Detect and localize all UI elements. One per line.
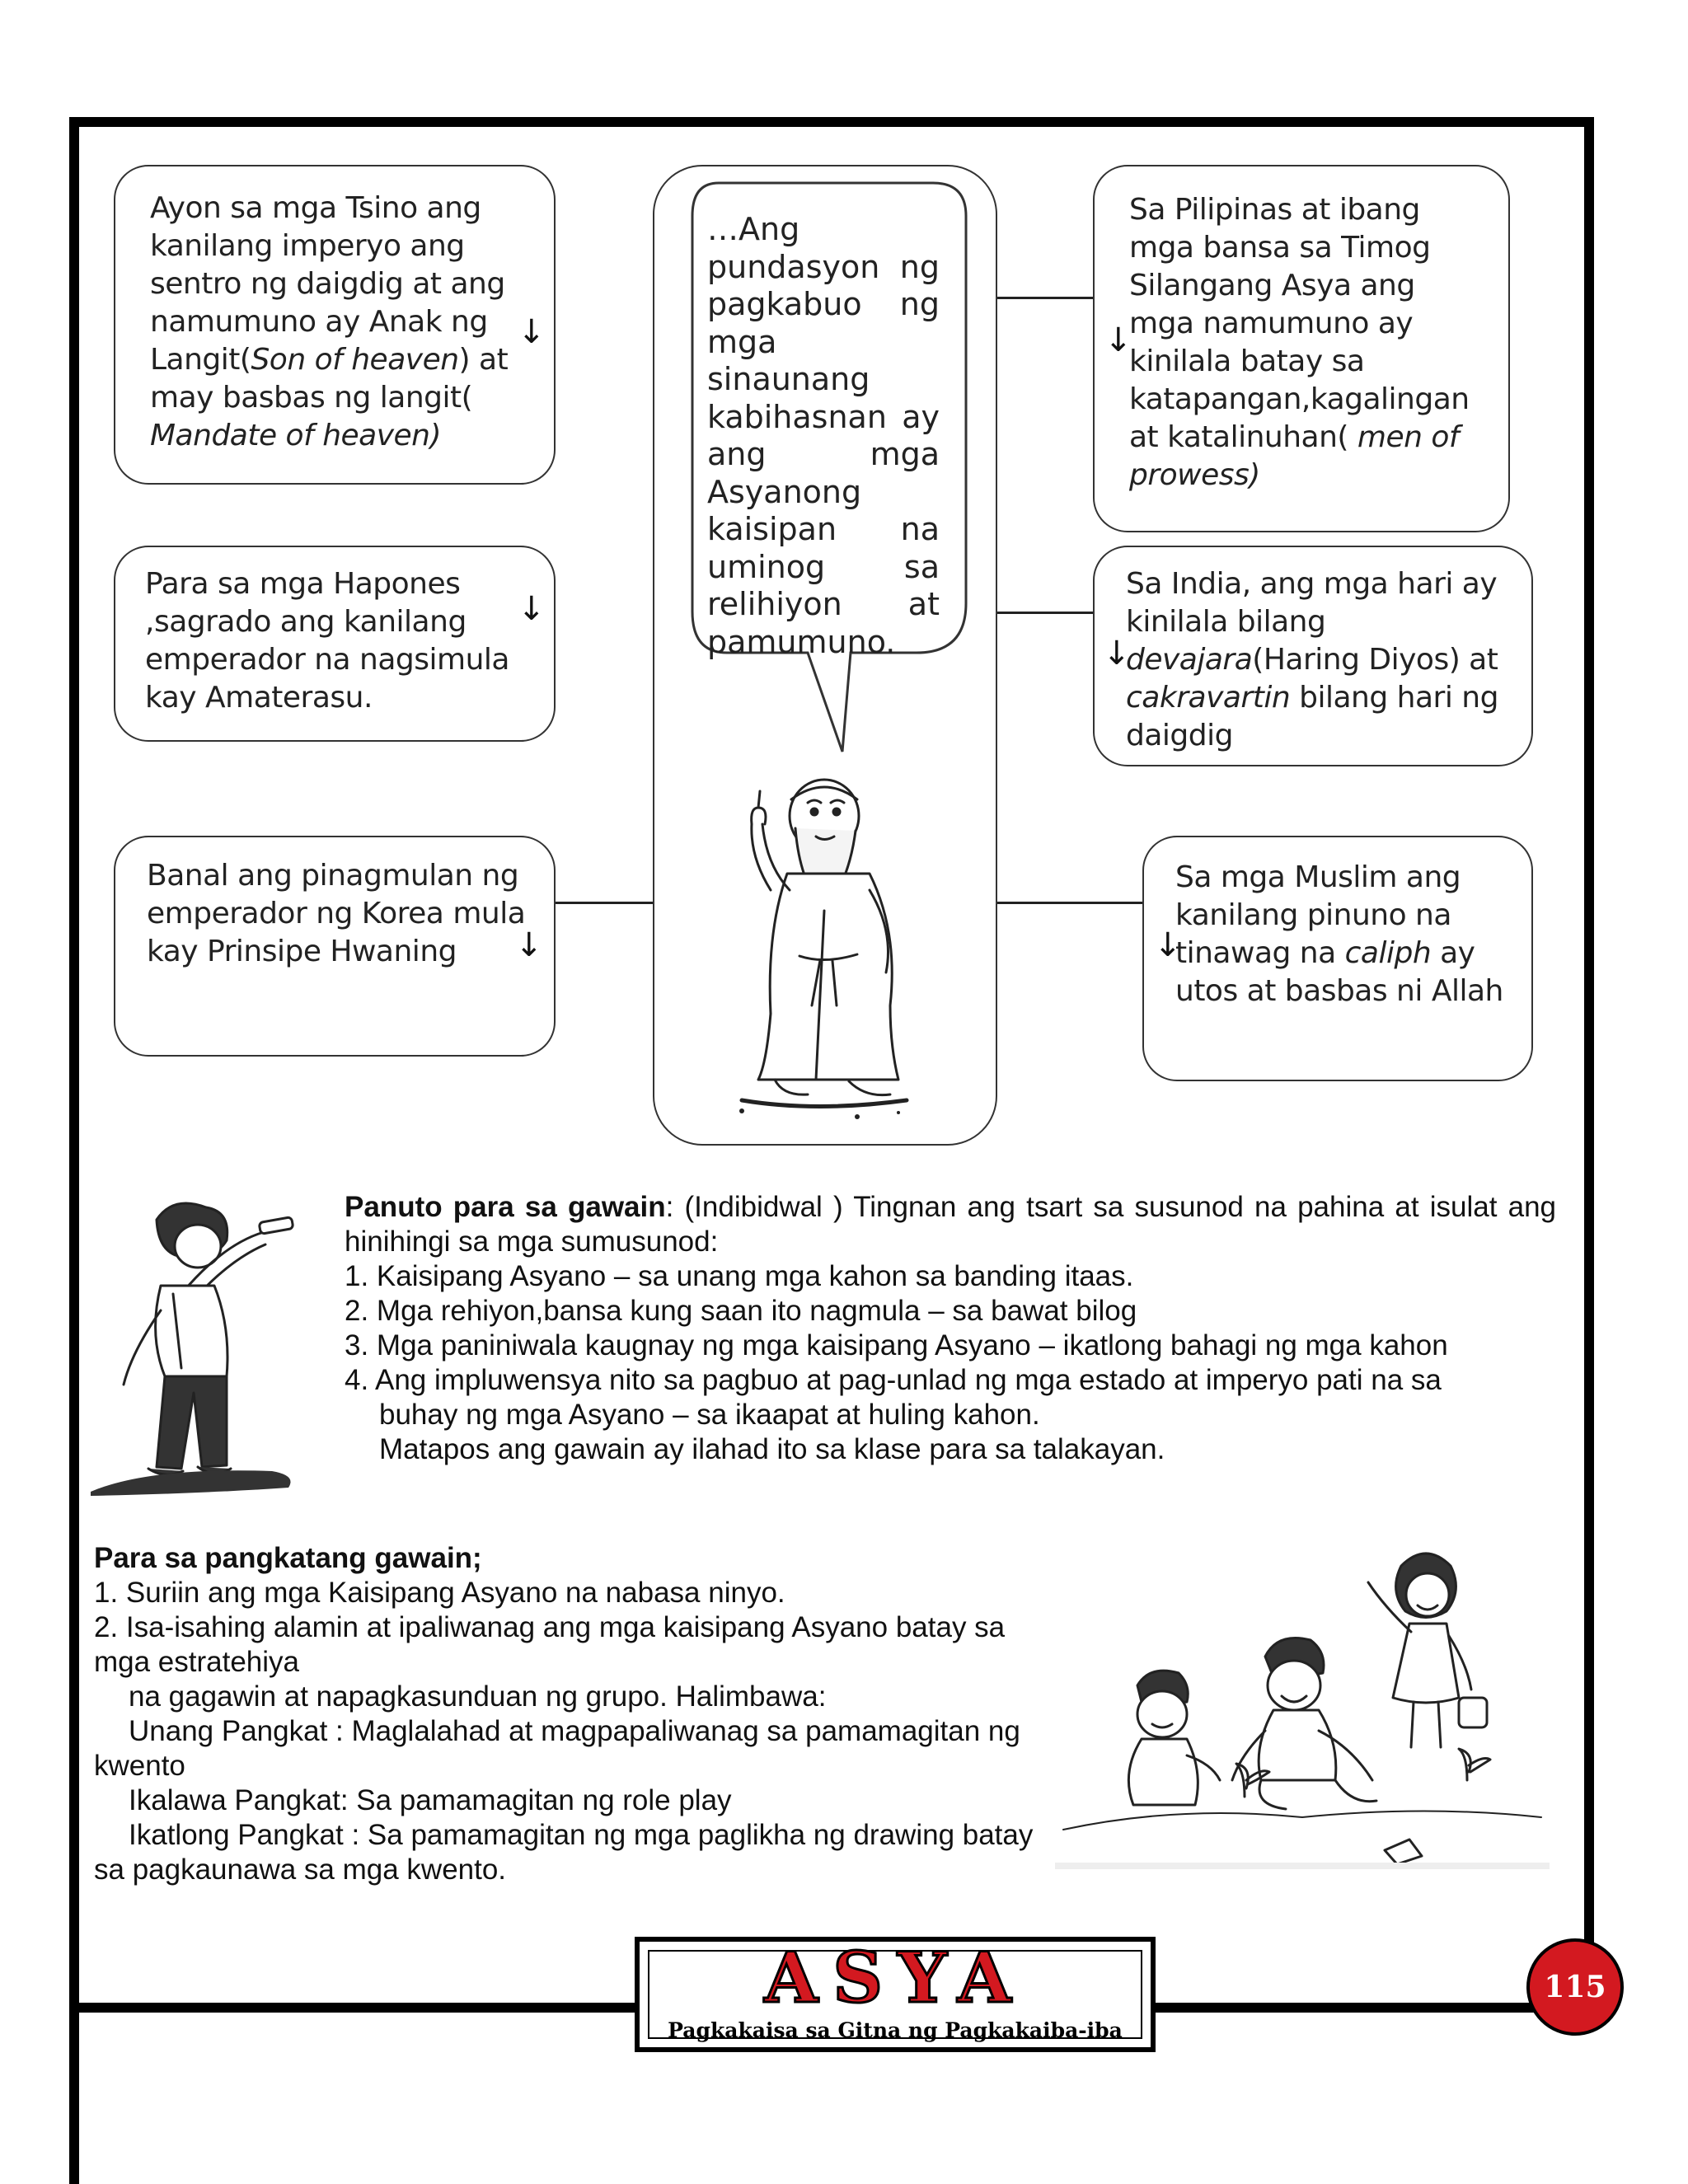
bubble-line: uminog sa [707, 548, 940, 585]
box-line: may basbas ng langit( [150, 381, 473, 415]
box-line: Ayon sa mga Tsino ang [150, 191, 481, 225]
bubble-line: …Ang [707, 211, 800, 247]
down-arrow-icon: ↓ [1154, 926, 1182, 964]
panuto-item: 3. Mga paniniwala kaugnay ng mga kaisipang Asyano – ikatlong bahagi ng mga kahon [345, 1329, 1448, 1361]
bubble-line: Asyanong [707, 473, 862, 510]
bubble-line: pundasyon ng [707, 248, 940, 285]
page-frame-top [69, 117, 1594, 127]
bubble-text [707, 211, 940, 661]
box-line: devajara(Haring Diyos) at [1126, 643, 1498, 677]
pangkat-line: 1. Suriin ang mga Kaisipang Asyano na nabasa ninyo. [94, 1577, 785, 1609]
sage-illustration [692, 766, 940, 1121]
panuto-item: 2. Mga rehiyon,bansa kung saan ito nagmula – sa bawat bilog [345, 1295, 1137, 1327]
bubble-line: relihiyon at [707, 586, 940, 622]
muslim-box [1142, 836, 1533, 1081]
box-line: mga bansa sa Timog [1129, 231, 1431, 265]
panuto-item-continuation: buhay ng mga Asyano – sa ikaapat at huling kahon. [379, 1399, 1040, 1431]
down-arrow-icon: ↓ [1104, 321, 1132, 359]
box-line: Silangang Asya ang [1129, 269, 1415, 302]
logo-title: ASYA [764, 1937, 1026, 2018]
bubble-line: kabihasnan ay [707, 398, 940, 435]
bubble-line: mga sinaunang [707, 323, 870, 397]
box-line: kanilang pinuno na [1175, 898, 1451, 932]
box-line: Para sa mga Hapones [145, 567, 461, 601]
down-arrow-icon: ↓ [518, 590, 546, 628]
box-line: Langit(Son of heaven) at [150, 343, 509, 377]
asya-logo [635, 1937, 1156, 2052]
box-line: Mandate of heaven) [150, 419, 442, 452]
india-box [1093, 546, 1533, 766]
japan-box [114, 546, 556, 742]
box-line: kinilala batay sa [1129, 344, 1365, 378]
bubble-line: pamumuno. [707, 623, 896, 660]
box-line: at katalinuhan( men of [1129, 420, 1460, 454]
philippines-box [1093, 165, 1510, 532]
box-line: emperador ng Korea mula [147, 897, 526, 930]
box-line: sentro ng daigdig at ang [150, 267, 505, 301]
page-frame-right [1584, 117, 1594, 2013]
box-line: utos at basbas ni Allah [1175, 974, 1503, 1008]
panuto-intro [345, 1190, 1556, 1259]
box-line: kanilang imperyo ang [150, 229, 465, 263]
pangkat-line: Ikalawa Pangkat: Sa pamamagitan ng role play [129, 1784, 732, 1816]
box-line: daigdig [1126, 719, 1233, 752]
bubble-line: kaisipan na [707, 511, 940, 547]
box-line: emperador na nagsimula [145, 643, 509, 677]
pangkat-section [94, 1541, 1050, 1887]
box-line: mga namumuno ay [1129, 307, 1414, 340]
pangkat-title: Para sa pangkatang gawain; [94, 1542, 482, 1574]
bubble-line: pagkabuo ng [707, 286, 940, 322]
box-line: Sa mga Muslim ang [1175, 860, 1461, 894]
box-line: Sa India, ang mga hari ay [1126, 567, 1498, 601]
box-line: prowess) [1129, 458, 1260, 492]
boy-illustration [91, 1187, 330, 1500]
panuto-intro-text: : (Indibidwal ) Tingnan ang tsart sa susunod na pahina at isulat ang hinihingi sa mga sumusunod: [345, 1191, 1556, 1258]
box-line: kay Amaterasu. [145, 681, 373, 715]
panuto-section [345, 1190, 1556, 1467]
pangkat-line: Ikatlong Pangkat : Sa pamamagitan ng mga paglikha ng drawing batay sa pagkaunawa sa mga kwento. [94, 1819, 1034, 1886]
down-arrow-icon: ↓ [515, 926, 543, 964]
panuto-item: 1. Kaisipang Asyano – sa unang mga kahon sa banding itaas. [345, 1260, 1134, 1292]
box-line: kinilala bilang [1126, 605, 1326, 639]
box-line: ,sagrado ang kanilang [145, 605, 467, 639]
box-line: Banal ang pinagmulan ng [147, 859, 519, 893]
page-frame-left [69, 117, 79, 2184]
connector-line [551, 902, 653, 904]
pangkat-line: na gagawin at napagkasunduan ng grupo. Halimbawa: [129, 1680, 827, 1713]
down-arrow-icon: ↓ [1103, 635, 1131, 673]
box-line: kay Prinsipe Hwaning [147, 935, 457, 968]
pangkat-line: 2. Isa-isahing alamin at ipaliwanag ang mga kaisipang Asyano batay sa mga estratehiya [94, 1611, 1006, 1678]
box-line: namumuno ay Anak ng [150, 305, 488, 339]
pangkat-line: Unang Pangkat : Maglalahad at magpapaliwanag sa pamamagitan ng kwento [94, 1715, 1020, 1782]
box-line: Sa Pilipinas at ibang [1129, 193, 1420, 227]
box-line: tinawag na caliph ay [1175, 936, 1475, 970]
down-arrow-icon: ↓ [518, 313, 546, 351]
panuto-closing: Matapos ang gawain ay ilahad ito sa klase para sa talakayan. [379, 1433, 1165, 1465]
page-number: 115 [1526, 1938, 1624, 2036]
bubble-line: ang mga [707, 436, 940, 472]
china-box [114, 165, 556, 485]
kids-gardening-illustration [1055, 1533, 1550, 1871]
box-line: cakravartin bilang hari ng [1126, 681, 1498, 715]
box-line: katapangan,kagalingan [1129, 382, 1470, 416]
korea-box [114, 836, 556, 1057]
panuto-item: 4. Ang impluwensya nito sa pagbuo at pag-unlad ng mga estado at imperyo pati na sa [345, 1364, 1442, 1396]
panuto-title: Panuto para sa gawain [345, 1191, 666, 1223]
logo-subtitle: Pagkakaisa sa Gitna ng Pagkakaiba-iba [668, 2018, 1123, 2042]
